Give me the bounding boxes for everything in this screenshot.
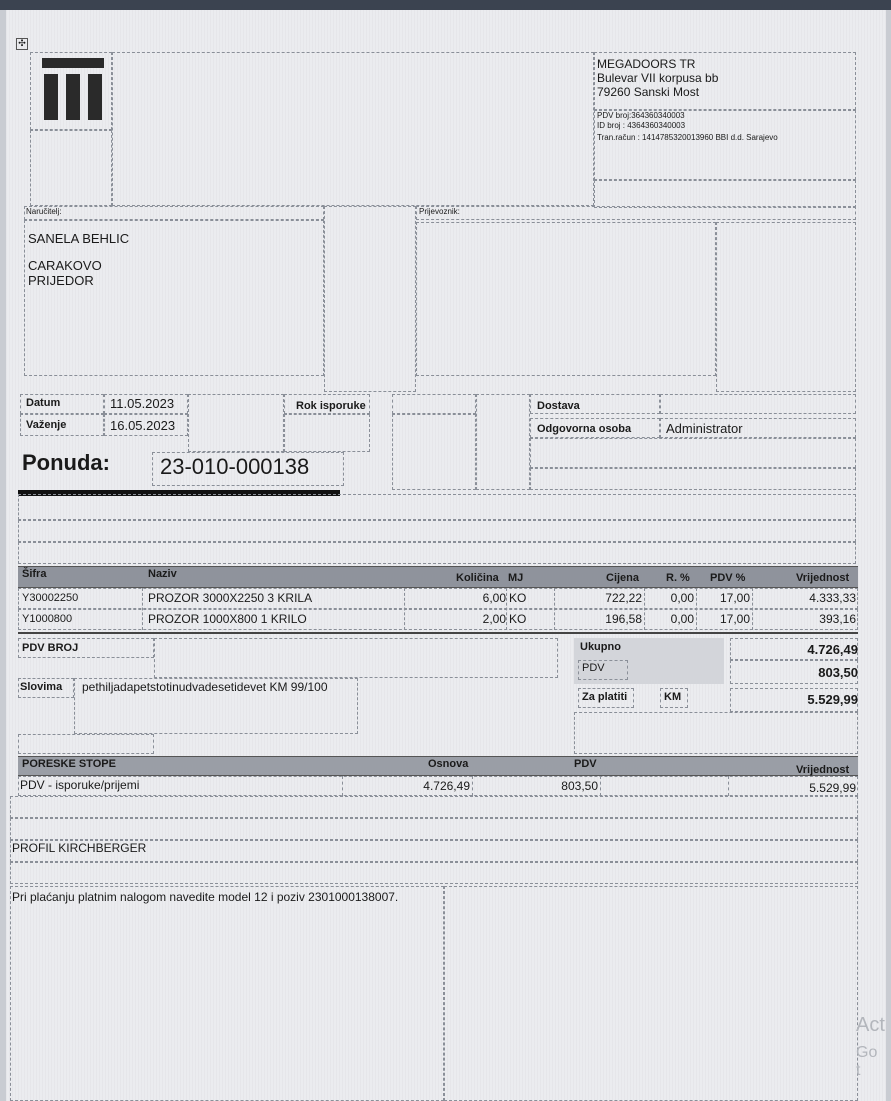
vazenje-label: Važenje: [26, 419, 67, 431]
activation-watermark-line1: Act: [856, 1014, 885, 1036]
under-offer-row2: [18, 520, 856, 542]
payment-note: Pri plaćanju platnim nalogom navedite model 12 i poziv 2301000138007.: [12, 890, 399, 904]
tax-row-vrijednost: 5.529,99: [809, 781, 856, 795]
item-sifra: Y30002250: [22, 592, 79, 604]
ukupno-label: Ukupno: [580, 641, 621, 653]
item-sifra: Y1000800: [22, 613, 73, 625]
company-city: 79260 Sanski Most: [597, 85, 700, 99]
col-divider: [472, 776, 473, 796]
pdv-broj-value-box: [154, 638, 558, 678]
col-sifra: Šifra: [22, 568, 47, 580]
col-divider: [644, 588, 645, 630]
meta-right-lower: [530, 438, 856, 468]
company-name: MEGADOORS TR: [597, 57, 696, 71]
tax-col-poreske: PORESKE STOPE: [22, 758, 116, 770]
company-address: Bulevar VII korpusa bb: [597, 71, 719, 85]
col-pdv: PDV %: [710, 572, 746, 584]
prijevoznik-side-box: [716, 222, 856, 392]
col-rabat: R. %: [666, 572, 690, 584]
item-naziv: PROZOR 1000X800 1 KRILO: [148, 612, 307, 626]
col-divider: [342, 776, 343, 796]
meta-right-bottom: [530, 468, 856, 490]
activation-watermark-line2: Go t: [856, 1044, 878, 1079]
company-box-lower: [594, 180, 856, 208]
pdv-total-value: 803,50: [818, 665, 858, 680]
notes-row: [10, 818, 858, 840]
prijevoznik-box: [416, 222, 716, 376]
rok-isporuke-label: Rok isporuke: [296, 400, 366, 412]
tax-row-osnova: 4.726,49: [423, 779, 470, 793]
col-mj: MJ: [508, 572, 524, 584]
notes-row: [10, 862, 858, 884]
ukupno-value: 4.726,49: [807, 642, 858, 657]
under-offer-row: [18, 494, 856, 520]
item-kolicina: 2,00: [482, 612, 506, 626]
dostava-label: Dostava: [537, 400, 580, 412]
items-bottom-rule: [18, 632, 858, 634]
item-mj: KO: [509, 612, 527, 626]
vazenje-value: 16.05.2023: [110, 418, 176, 433]
narucitelj-label-box: [24, 206, 324, 220]
customer-name: SANELA BEHLIC: [28, 231, 130, 246]
customer-line2: PRIJEDOR: [28, 273, 94, 288]
prijevoznik-label-box: [416, 206, 856, 220]
tax-col-pdv: PDV: [574, 758, 597, 770]
meta-col-a: [392, 394, 476, 414]
tax-row-label: PDV - isporuke/prijemi: [20, 778, 140, 792]
payment-side-box: [444, 886, 858, 1101]
totals-right-bottom: [574, 712, 858, 754]
col-divider: [404, 588, 405, 630]
odgovorna-osoba-label: Odgovorna osoba: [537, 423, 632, 435]
slovima-value: pethiljadapetstotinudvadesetidevet KM 99/100: [82, 680, 328, 694]
notes-row: [10, 796, 858, 818]
item-naziv: PROZOR 3000X2250 3 KRILA: [148, 591, 313, 605]
item-vrijednost: 393,16: [819, 612, 856, 626]
datum-value: 11.05.2023: [110, 396, 175, 411]
datum-label: Datum: [26, 397, 61, 409]
item-pdv: 17,00: [719, 612, 750, 626]
col-cijena: Cijena: [606, 572, 640, 584]
item-mj: KO: [509, 591, 527, 605]
company-tr-racun: Tran.račun : 1414785320013960 BBI d.d. Sarajevo: [597, 133, 778, 142]
under-offer-row3: [18, 542, 856, 564]
customer-spacer-box: [324, 206, 416, 392]
col-divider: [600, 776, 601, 796]
col-divider: [506, 588, 507, 630]
pdv-total-label: PDV: [582, 662, 605, 674]
customer-line1: CARAKOVO: [28, 258, 102, 273]
offer-number: 23-010-000138: [160, 454, 310, 479]
item-rabat: 0,00: [670, 591, 694, 605]
item-kolicina: 6,00: [482, 591, 506, 605]
col-kolicina: Količina: [456, 572, 499, 584]
meta-spacer-box: [188, 394, 284, 452]
totals-left-bottom: [18, 734, 154, 754]
narucitelj-label: Naručitelj:: [26, 207, 62, 216]
profile-note: PROFIL KIRCHBERGER: [12, 841, 147, 855]
slovima-label: Slovima: [20, 681, 63, 693]
item-cijena: 722,22: [605, 591, 642, 605]
dostava-value-box: [660, 394, 856, 414]
tax-col-osnova: Osnova: [428, 758, 469, 770]
odgovorna-osoba-value: Administrator: [666, 421, 743, 436]
col-vrijednost: Vrijednost: [796, 572, 850, 584]
company-logo: [42, 58, 104, 120]
company-id-broj: ID broj : 4364360340003: [597, 121, 686, 130]
zaplatiti-value: 5.529,99: [807, 692, 858, 707]
prijevoznik-label: Prijevoznik:: [419, 207, 460, 216]
col-divider: [696, 588, 697, 630]
logo-box-lower: [30, 130, 112, 206]
item-cijena: 196,58: [605, 612, 642, 626]
col-divider: [728, 776, 729, 796]
item-rabat: 0,00: [670, 612, 694, 626]
meta-col-a-lower: [392, 414, 476, 490]
meta-col-b: [476, 394, 530, 490]
col-divider: [752, 588, 753, 630]
company-pdv-broj: PDV broj:364360340003: [597, 111, 685, 120]
col-divider: [142, 588, 143, 630]
item-vrijednost: 4.333,33: [809, 591, 856, 605]
document-page: [6, 10, 886, 1101]
header-center-box: [112, 52, 594, 206]
tax-row-pdv: 803,50: [561, 779, 598, 793]
pdv-broj-label: PDV BROJ: [22, 642, 79, 654]
payment-note-box: [10, 886, 444, 1101]
move-handle-icon[interactable]: ✣: [16, 38, 28, 50]
rok-value-box: [284, 414, 370, 452]
zaplatiti-label: Za platiti: [582, 691, 628, 703]
window-top-bar: [0, 0, 891, 10]
item-pdv: 17,00: [719, 591, 750, 605]
currency-label: KM: [664, 691, 682, 703]
tax-col-vrijednost: Vrijednost: [796, 764, 850, 776]
col-divider: [554, 588, 555, 630]
offer-label: Ponuda:: [22, 450, 110, 475]
col-naziv: Naziv: [148, 568, 177, 580]
